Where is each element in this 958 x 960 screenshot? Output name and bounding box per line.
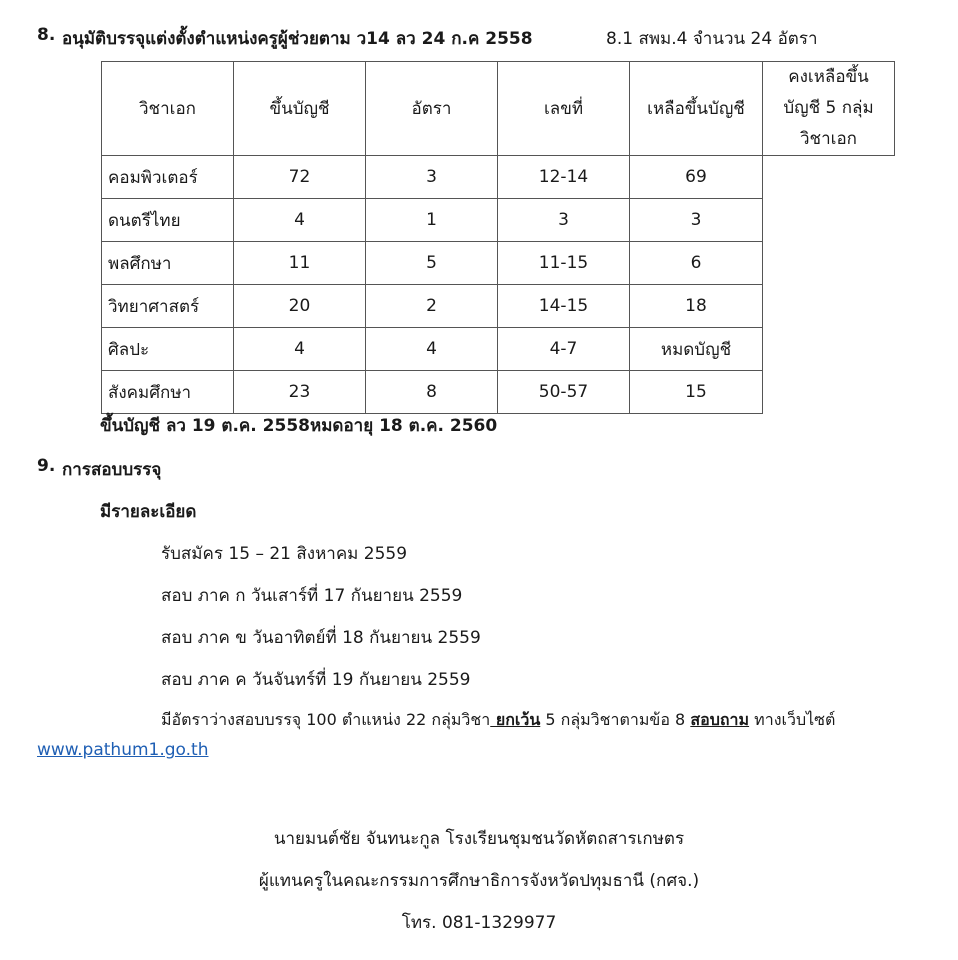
cell-remaining: 6: [630, 242, 763, 285]
vacancy-text: มีอัตราว่างสอบบรรจุ 100 ตำแหน่ง 22 กลุ่มวิชา: [161, 710, 491, 729]
cell-quota: 4: [366, 328, 498, 371]
cell-subject: วิทยาศาสตร์: [102, 285, 234, 328]
cell-quota: 5: [366, 242, 498, 285]
ask-text: สอบถาม: [690, 710, 750, 729]
header-subject: วิชาเอก: [102, 62, 234, 156]
cell-number: 14-15: [498, 285, 630, 328]
cell-remaining: 18: [630, 285, 763, 328]
note-line: คงเหลือขึ้น: [788, 67, 869, 87]
section-8-subinfo: 8.1 สพม.4 จำนวน 24 อัตรา: [606, 29, 818, 49]
cell-listed: 11: [234, 242, 366, 285]
remaining-note: [763, 62, 895, 156]
signature-name: นายมนต์ชัย จันทนะกูล โรงเรียนชุมชนวัดหัตถสารเกษตร: [273, 829, 685, 849]
signature-role: ผู้แทนครูในคณะกรรมการศึกษาธิการจังหวัดปทุมธานี (กศจ.): [258, 871, 700, 891]
section-9-number: 9.: [37, 456, 56, 476]
details-heading: มีรายละเอียด: [100, 502, 197, 522]
header-number: เลขที่: [498, 62, 630, 156]
signature-phone: โทร. 081-1329977: [401, 913, 557, 933]
schedule-line: สอบ ภาค ค วันจันทร์ที่ 19 กันยายน 2559: [161, 670, 471, 690]
cell-subject: ดนตรีไทย: [102, 199, 234, 242]
cell-subject: ศิลปะ: [102, 328, 234, 371]
vacancy-text: ทางเว็บไซต์: [749, 710, 836, 729]
cell-listed: 23: [234, 371, 366, 414]
list-validity-note: ขึ้นบัญชี ลว 19 ต.ค. 2558หมดอายุ 18 ต.ค. 2560: [100, 416, 498, 436]
cell-subject: สังคมศึกษา: [102, 371, 234, 414]
vacancy-paragraph: [161, 708, 835, 733]
table-row: [102, 285, 895, 328]
appointment-table: [101, 61, 895, 414]
note-line: บัญชี 5 กลุ่ม: [783, 98, 874, 118]
header-listed: ขึ้นบัญชี: [234, 62, 366, 156]
cell-number: 12-14: [498, 156, 630, 199]
cell-number: 50-57: [498, 371, 630, 414]
cell-quota: 3: [366, 156, 498, 199]
cell-remaining: 69: [630, 156, 763, 199]
cell-subject: คอมพิวเตอร์: [102, 156, 234, 199]
schedule-line: สอบ ภาค ข วันอาทิตย์ที่ 18 กันยายน 2559: [161, 628, 481, 648]
header-quota: อัตรา: [366, 62, 498, 156]
table-row: [102, 199, 895, 242]
website-link[interactable]: www.pathum1.go.th: [37, 740, 209, 760]
schedule-line: รับสมัคร 15 – 21 สิงหาคม 2559: [161, 544, 408, 564]
cell-number: 11-15: [498, 242, 630, 285]
cell-listed: 72: [234, 156, 366, 199]
note-line: วิชาเอก: [800, 129, 857, 149]
vacancy-text: 5 กลุ่มวิชาตามข้อ 8: [540, 710, 691, 729]
cell-quota: 1: [366, 199, 498, 242]
cell-listed: 20: [234, 285, 366, 328]
header-remaining: เหลือขึ้นบัญชี: [630, 62, 763, 156]
table-row: [102, 156, 895, 199]
section-8-number: 8.: [37, 25, 56, 45]
cell-remaining: หมดบัญชี: [630, 328, 763, 371]
section-9-title: การสอบบรรจุ: [62, 460, 162, 480]
cell-remaining: 15: [630, 371, 763, 414]
cell-number: 3: [498, 199, 630, 242]
except-text: ยกเว้น: [490, 710, 541, 729]
cell-listed: 4: [234, 199, 366, 242]
table-row: [102, 328, 895, 371]
cell-quota: 2: [366, 285, 498, 328]
table-row: [102, 242, 895, 285]
section-8-title: อนุมัติบรรจุแต่งตั้งตำแหน่งครูผู้ช่วยตาม ว14 ลว 24 ก.ค 2558: [62, 29, 533, 49]
cell-quota: 8: [366, 371, 498, 414]
cell-subject: พลศึกษา: [102, 242, 234, 285]
schedule-line: สอบ ภาค ก วันเสาร์ที่ 17 กันยายน 2559: [161, 586, 463, 606]
table-header-row: [102, 62, 895, 156]
cell-listed: 4: [234, 328, 366, 371]
cell-remaining: 3: [630, 199, 763, 242]
table-row: [102, 371, 895, 414]
cell-number: 4-7: [498, 328, 630, 371]
